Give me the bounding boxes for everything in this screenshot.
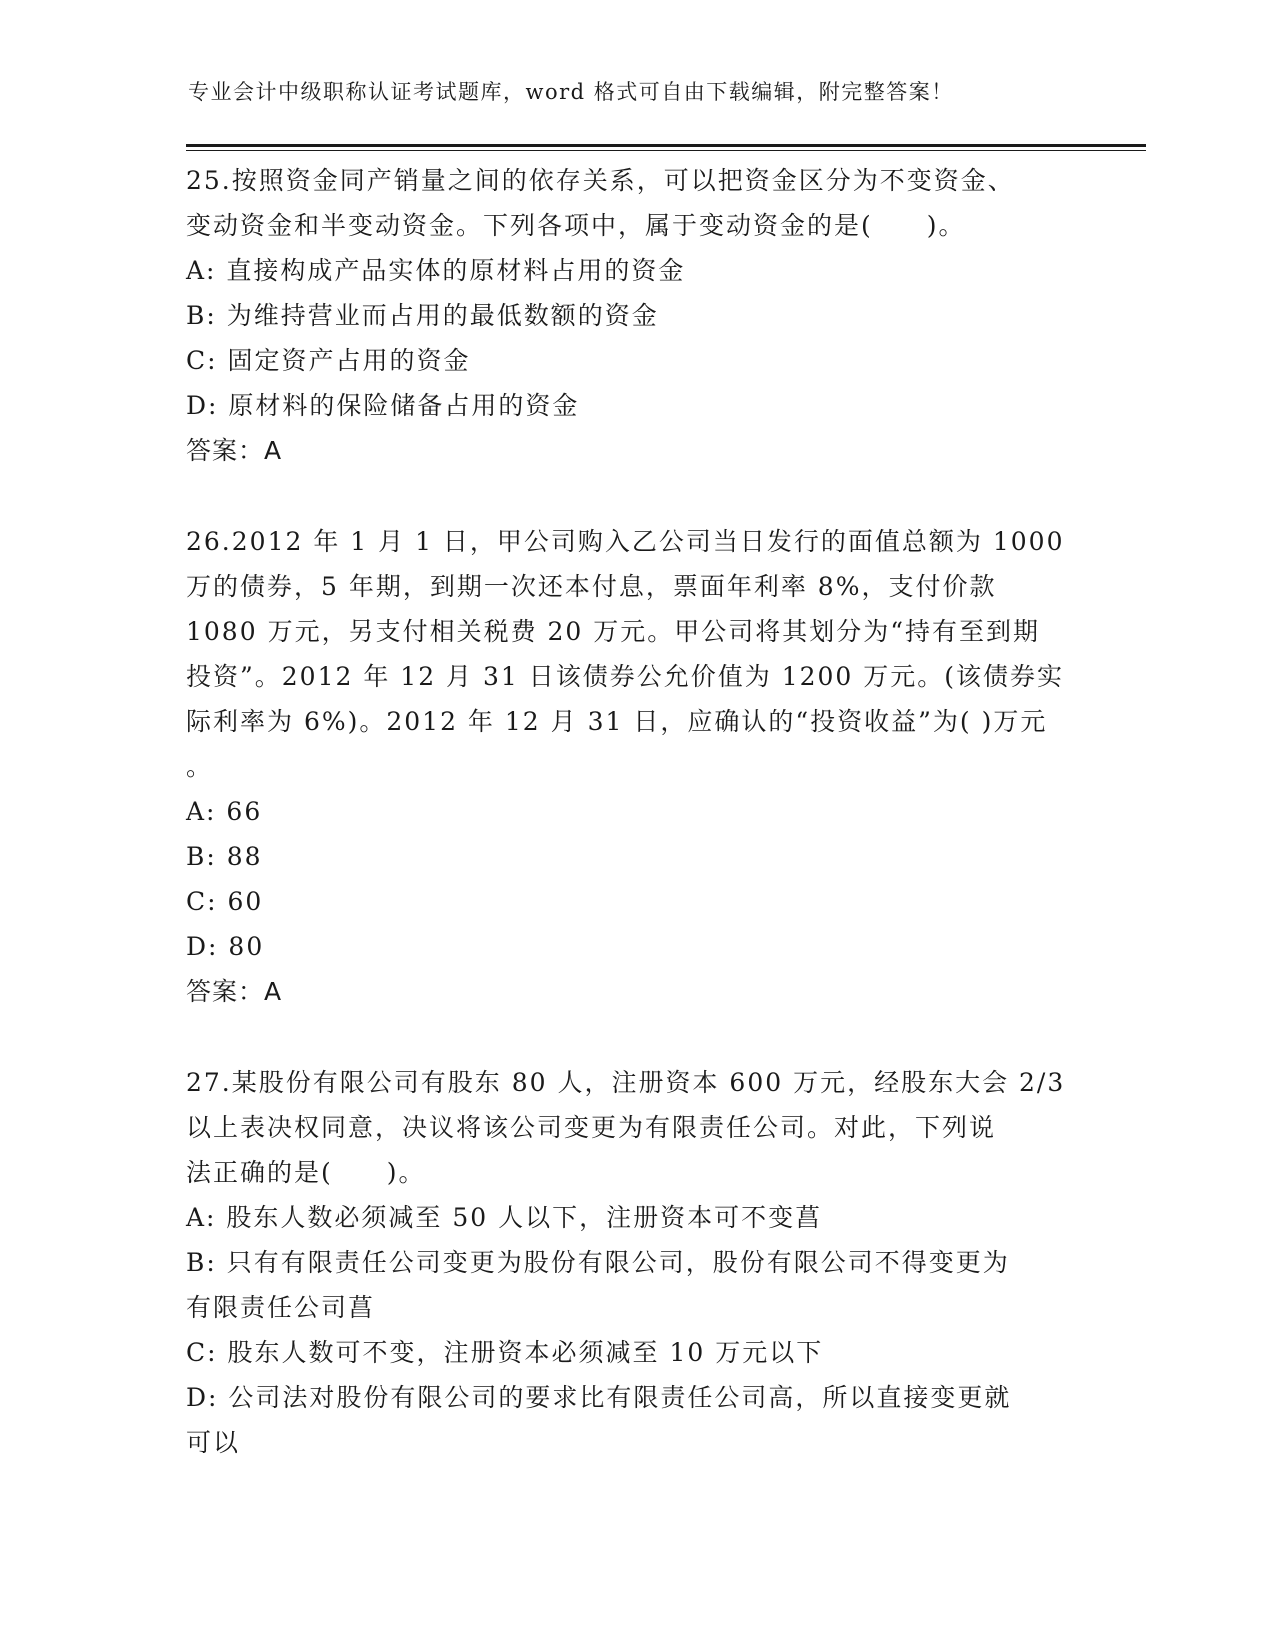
question-text-line: 25.按照资金同产销量之间的依存关系，可以把资金区分为不变资金、 — [186, 166, 1015, 195]
option-d: D: 公司法对股份有限公司的要求比有限责任公司高，所以直接变更就 — [186, 1383, 1012, 1412]
option-c: C: 60 — [186, 887, 264, 916]
option-b-continued: 有限责任公司菖 — [186, 1293, 376, 1322]
option-d: D: 原材料的保险储备占用的资金 — [186, 391, 580, 420]
option-b: B: 为维持营业而占用的最低数额的资金 — [186, 301, 659, 330]
question-text-line: 际利率为 6%)。2012 年 12 月 31 日，应确认的“投资收益”为( )万元 — [186, 707, 1048, 736]
question-text-line: 27.某股份有限公司有股东 80 人，注册资本 600 万元，经股东大会 2/3 — [186, 1068, 1066, 1097]
question-spacer — [186, 473, 1086, 519]
answer-line: 答案：A — [186, 977, 283, 1006]
question-text-line: 。 — [186, 752, 214, 781]
option-c: C: 固定资产占用的资金 — [186, 346, 471, 375]
question-text-line: 26.2012 年 1 月 1 日，甲公司购入乙公司当日发行的面值总额为 1000 — [186, 527, 1065, 556]
option-d: D: 80 — [186, 932, 265, 961]
question-text-line: 投资”。2012 年 12 月 31 日该债券公允价值为 1200 万元。(该债券实 — [186, 662, 1065, 691]
question-text-line: 法正确的是( )。 — [186, 1158, 426, 1187]
header-rule-thick — [186, 144, 1146, 147]
option-a: A: 直接构成产品实体的原材料占用的资金 — [186, 256, 686, 285]
question-text-line: 以上表决权同意，决议将该公司变更为有限责任公司。对此，下列说 — [186, 1113, 997, 1142]
question-26 — [186, 519, 1086, 1014]
header-rule-thin — [186, 150, 1146, 151]
question-27 — [186, 1060, 1086, 1465]
question-list — [186, 158, 1086, 1465]
question-25 — [186, 158, 1086, 473]
question-text-line: 1080 万元，另支付相关税费 20 万元。甲公司将其划分为“持有至到期 — [186, 617, 1041, 646]
question-text-line: 变动资金和半变动资金。下列各项中，属于变动资金的是( )。 — [186, 211, 966, 240]
page-header: 专业会计中级职称认证考试题库，word 格式可自由下载编辑，附完整答案！ — [188, 80, 954, 104]
question-spacer — [186, 1014, 1086, 1060]
answer-line: 答案：A — [186, 436, 283, 465]
option-a: A: 66 — [186, 797, 263, 826]
option-c: C: 股东人数可不变，注册资本必须减至 10 万元以下 — [186, 1338, 824, 1367]
option-a: A: 股东人数必须减至 50 人以下，注册资本可不变菖 — [186, 1203, 823, 1232]
question-text-line: 万的债券，5 年期，到期一次还本付息，票面年利率 8%，支付价款 — [186, 572, 997, 601]
option-d-continued: 可以 — [186, 1428, 241, 1457]
option-b: B: 88 — [186, 842, 263, 871]
option-b: B: 只有有限责任公司变更为股份有限公司，股份有限公司不得变更为 — [186, 1248, 1010, 1277]
